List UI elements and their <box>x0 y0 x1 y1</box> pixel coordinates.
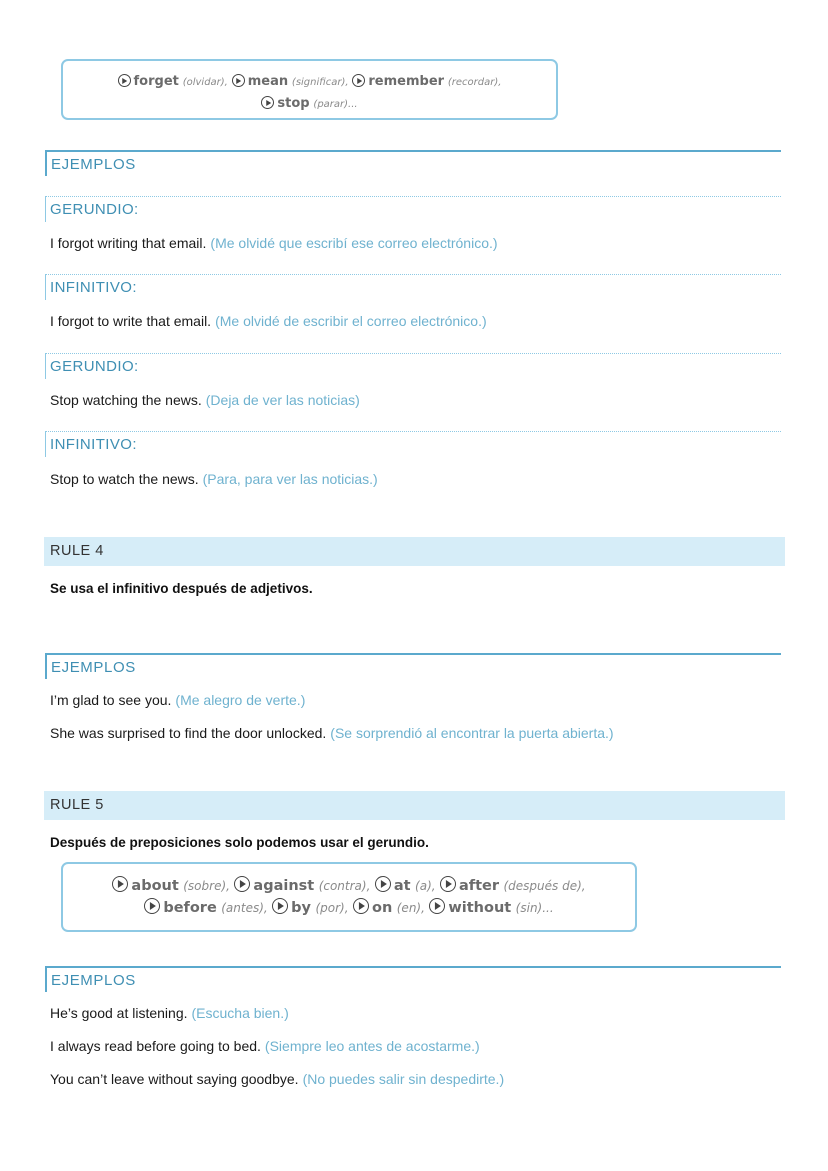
play-circle-icon <box>118 74 131 87</box>
rule-4-description: Se usa el infinitivo después de adjetivos. <box>50 581 313 596</box>
gerund-heading: GERUNDIO: <box>45 353 781 379</box>
preposition-chip[interactable]: after (después de), <box>440 875 586 897</box>
prepositions-box <box>61 862 637 932</box>
preposition-chip[interactable]: on (en), <box>353 897 425 919</box>
verb-chip[interactable]: remember (recordar), <box>352 71 501 93</box>
rule-4-title: RULE 4 <box>44 537 785 566</box>
preposition-chip[interactable]: before (antes), <box>144 897 267 919</box>
preposition-chip[interactable]: without (sin)... <box>429 897 553 919</box>
play-circle-icon <box>261 96 274 109</box>
example-sentence: She was surprised to find the door unlocked. (Se sorprendió al encontrar la puerta abierta.) <box>50 725 614 741</box>
example-sentence: He’s good at listening. (Escucha bien.) <box>50 1005 289 1021</box>
example-sentence: I forgot writing that email. (Me olvidé que escribí ese correo electrónico.) <box>50 235 498 251</box>
prepositions-line-2 <box>63 897 635 919</box>
examples-heading: EJEMPLOS <box>45 653 781 679</box>
example-sentence: I forgot to write that email. (Me olvidé de escribir el correo electrónico.) <box>50 313 487 329</box>
example-sentence: Stop watching the news. (Deja de ver las noticias) <box>50 392 360 408</box>
play-circle-icon <box>352 74 365 87</box>
rule-5-title: RULE 5 <box>44 791 785 820</box>
verbs-line-1 <box>63 71 556 93</box>
preposition-chip[interactable]: about (sobre), <box>112 875 230 897</box>
preposition-chip[interactable]: by (por), <box>272 897 348 919</box>
examples-heading: EJEMPLOS <box>45 966 781 992</box>
play-circle-icon <box>353 898 369 914</box>
verbs-line-2 <box>63 93 556 115</box>
infinitive-heading: INFINITIVO: <box>45 274 781 300</box>
verbs-box <box>61 59 558 120</box>
examples-heading: EJEMPLOS <box>45 150 781 176</box>
example-sentence: You can’t leave without saying goodbye. (No puedes salir sin despedirte.) <box>50 1071 505 1087</box>
verb-chip[interactable]: forget (olvidar), <box>118 71 228 93</box>
play-circle-icon <box>375 876 391 892</box>
gerund-heading: GERUNDIO: <box>45 196 781 222</box>
preposition-chip[interactable]: against (contra), <box>234 875 370 897</box>
play-circle-icon <box>272 898 288 914</box>
preposition-chip[interactable]: at (a), <box>375 875 436 897</box>
play-circle-icon <box>440 876 456 892</box>
play-circle-icon <box>429 898 445 914</box>
infinitive-heading: INFINITIVO: <box>45 431 781 457</box>
prepositions-line-1 <box>63 875 635 897</box>
play-circle-icon <box>144 898 160 914</box>
rule-5-description: Después de preposiciones solo podemos usar el gerundio. <box>50 835 429 850</box>
example-sentence: I’m glad to see you. (Me alegro de verte.) <box>50 692 306 708</box>
verb-chip[interactable]: stop (parar)... <box>261 93 357 115</box>
example-sentence: Stop to watch the news. (Para, para ver las noticias.) <box>50 471 378 487</box>
example-sentence: I always read before going to bed. (Siempre leo antes de acostarme.) <box>50 1038 480 1054</box>
play-circle-icon <box>232 74 245 87</box>
verb-chip[interactable]: mean (significar), <box>232 71 349 93</box>
play-circle-icon <box>234 876 250 892</box>
play-circle-icon <box>112 876 128 892</box>
